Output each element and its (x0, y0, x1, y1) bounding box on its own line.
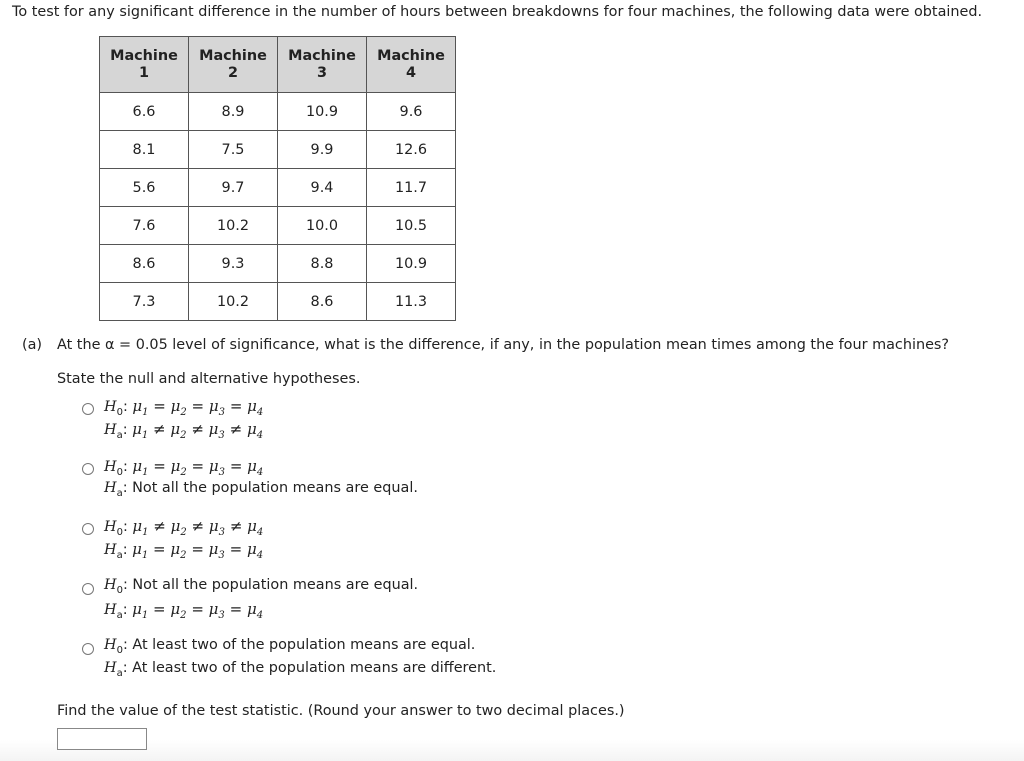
mu-subscript: 3 (218, 550, 225, 561)
table-cell: 9.3 (189, 245, 278, 283)
mu-symbol: μ (132, 517, 143, 535)
hypothesis-subscript: 0 (116, 585, 123, 596)
hypothesis-h: H (104, 519, 117, 535)
alt-hypothesis-line (104, 540, 264, 561)
mu-symbol: μ (170, 457, 181, 475)
mu-subscript: 3 (218, 407, 226, 418)
hypothesis-text: Not all the population means are equal. (132, 577, 419, 593)
hypothesis-colon: : (122, 422, 128, 438)
mu-symbol: μ (246, 420, 257, 438)
mu-symbol: μ (208, 517, 219, 535)
header-number: 4 (405, 64, 416, 81)
table-cell: 10.9 (278, 93, 367, 131)
table-header (367, 37, 456, 93)
hypothesis-h: H (104, 399, 117, 415)
math-operator: ≠ (229, 420, 243, 438)
hypothesis-symbol (104, 542, 128, 561)
table-cell: 8.6 (278, 283, 367, 321)
alt-hypothesis-line (104, 660, 497, 679)
table-cell: 8.1 (100, 131, 189, 169)
hypothesis-symbol (104, 519, 128, 538)
table-cell: 10.9 (367, 245, 456, 283)
hypothesis-equation (132, 517, 264, 538)
hypothesis-equation (132, 397, 264, 418)
mu-subscript: 3 (218, 610, 225, 621)
table-header (278, 37, 367, 93)
question-instruction: State the null and alternative hypotheses. (57, 371, 361, 387)
null-hypothesis-line (104, 397, 264, 418)
mu-symbol: μ (170, 397, 181, 415)
bottom-gradient (0, 740, 1024, 761)
null-hypothesis-line (104, 577, 419, 596)
mu-symbol: μ (132, 420, 142, 438)
mu-symbol: μ (170, 420, 181, 438)
table-cell: 10.2 (189, 207, 278, 245)
table-body (100, 93, 456, 321)
mu-symbol: μ (208, 420, 219, 438)
hypothesis-symbol (104, 637, 128, 656)
hypothesis-subscript: a (116, 488, 123, 499)
hypothesis-subscript: a (116, 430, 123, 441)
table-header (100, 37, 189, 93)
mu-subscript: 1 (142, 467, 149, 478)
mu-symbol: μ (247, 457, 257, 475)
table-cell: 8.9 (189, 93, 278, 131)
math-operator: ≠ (153, 517, 166, 535)
hypothesis-equation (132, 600, 264, 621)
alt-hypothesis-line (104, 480, 418, 499)
mu-subscript: 4 (256, 467, 264, 478)
null-hypothesis-line (104, 457, 264, 478)
table-cell: 9.6 (367, 93, 456, 131)
table-cell: 11.7 (367, 169, 456, 207)
header-label: Machine (199, 47, 267, 64)
option-radio-5[interactable] (82, 643, 94, 655)
mu-symbol: μ (246, 540, 257, 558)
hypothesis-symbol (104, 480, 128, 499)
math-operator: = (229, 457, 243, 475)
hypothesis-h: H (104, 459, 117, 475)
math-operator: = (153, 600, 166, 618)
hypothesis-symbol (104, 660, 128, 679)
math-operator: ≠ (229, 517, 243, 535)
table-cell: 7.5 (189, 131, 278, 169)
hypothesis-colon: : (122, 542, 128, 558)
table-cell: 9.4 (278, 169, 367, 207)
mu-subscript: 4 (256, 407, 264, 418)
header-number: 3 (316, 64, 327, 81)
find-statistic-prompt: Find the value of the test statistic. (Round your answer to two decimal places.) (57, 703, 625, 719)
mu-subscript: 4 (256, 550, 264, 561)
mu-symbol: μ (247, 397, 257, 415)
mu-symbol: μ (170, 517, 181, 535)
mu-symbol: μ (246, 600, 257, 618)
hypothesis-h: H (104, 660, 117, 676)
hypothesis-h: H (104, 637, 117, 653)
hypothesis-subscript: a (116, 550, 123, 561)
math-operator: = (153, 457, 166, 475)
hypothesis-h: H (104, 602, 117, 618)
hypothesis-symbol (104, 399, 128, 418)
hypothesis-colon: : (122, 519, 128, 535)
hypothesis-text: Not all the population means are equal. (132, 480, 418, 496)
math-operator: = (229, 600, 243, 618)
hypothesis-colon: : (122, 602, 128, 618)
hypothesis-symbol (104, 459, 128, 478)
mu-subscript: 3 (218, 467, 226, 478)
mu-symbol: μ (132, 540, 142, 558)
hypothesis-colon: : (122, 577, 128, 593)
hypothesis-h: H (104, 577, 117, 593)
hypothesis-subscript: 0 (116, 645, 123, 656)
hypothesis-h: H (104, 542, 117, 558)
hypothesis-colon: : (122, 399, 128, 415)
mu-subscript: 4 (256, 527, 264, 538)
mu-symbol: μ (132, 397, 143, 415)
table-cell: 10.2 (189, 283, 278, 321)
question-text: At the α = 0.05 level of significance, what is the difference, if any, in the population mean times among the four machines? (57, 337, 950, 353)
math-operator: ≠ (191, 517, 205, 535)
question-label: (a) (22, 337, 43, 353)
hypothesis-h: H (104, 480, 117, 496)
table-row (100, 131, 456, 169)
hypothesis-subscript: 0 (116, 467, 123, 478)
math-operator: ≠ (191, 420, 204, 438)
table-cell: 8.6 (100, 245, 189, 283)
hypothesis-colon: : (122, 480, 128, 496)
alt-hypothesis-line (104, 420, 264, 441)
mu-symbol: μ (208, 397, 219, 415)
table-row (100, 283, 456, 321)
mu-symbol: μ (132, 600, 142, 618)
mu-subscript: 1 (141, 430, 149, 441)
math-operator: = (191, 457, 205, 475)
table-row (100, 169, 456, 207)
table-cell: 12.6 (367, 131, 456, 169)
math-operator: ≠ (153, 420, 166, 438)
header-number: 2 (227, 64, 238, 81)
hypothesis-colon: : (122, 459, 128, 475)
hypothesis-text: At least two of the population means are equal. (132, 637, 476, 653)
hypothesis-equation (132, 457, 264, 478)
table-row (100, 245, 456, 283)
hypothesis-subscript: 0 (116, 527, 123, 538)
header-label: Machine (377, 47, 445, 64)
mu-subscript: 4 (256, 430, 264, 441)
mu-subscript: 1 (142, 407, 149, 418)
mu-subscript: 1 (141, 550, 149, 561)
mu-subscript: 2 (180, 407, 187, 418)
table-cell: 10.5 (367, 207, 456, 245)
mu-symbol: μ (170, 600, 181, 618)
option-radio-1[interactable] (82, 403, 94, 415)
math-operator: = (191, 600, 204, 618)
hypothesis-symbol (104, 602, 128, 621)
mu-symbol: μ (208, 457, 219, 475)
mu-subscript: 2 (180, 467, 187, 478)
table-row (100, 207, 456, 245)
math-operator: = (229, 540, 243, 558)
option-radio-3[interactable] (82, 523, 94, 535)
table-cell: 11.3 (367, 283, 456, 321)
table-header-row (100, 37, 456, 93)
table-header (189, 37, 278, 93)
table-row (100, 93, 456, 131)
table-cell: 9.9 (278, 131, 367, 169)
hypothesis-subscript: 0 (116, 407, 123, 418)
hypothesis-text: At least two of the population means are different. (132, 660, 497, 676)
math-operator: = (153, 540, 166, 558)
hypothesis-h: H (104, 422, 117, 438)
table-cell: 5.6 (100, 169, 189, 207)
math-operator: = (191, 397, 205, 415)
header-label: Machine (288, 47, 356, 64)
mu-subscript: 4 (256, 610, 264, 621)
mu-subscript: 2 (180, 430, 187, 441)
hypothesis-subscript: a (116, 610, 123, 621)
table-cell: 7.3 (100, 283, 189, 321)
hypothesis-equation (132, 420, 264, 441)
hypothesis-colon: : (122, 637, 128, 653)
test-statistic-input[interactable] (57, 728, 147, 750)
problem-intro: To test for any significant difference in the number of hours between breakdowns for four machines, the following data were obtained. (12, 4, 983, 20)
null-hypothesis-line (104, 517, 264, 538)
header-label: Machine (110, 47, 178, 64)
mu-subscript: 3 (218, 527, 226, 538)
math-operator: = (153, 397, 166, 415)
data-table (99, 36, 456, 321)
option-radio-4[interactable] (82, 583, 94, 595)
mu-symbol: μ (170, 540, 181, 558)
null-hypothesis-line (104, 637, 476, 656)
hypothesis-equation (132, 540, 264, 561)
mu-subscript: 3 (218, 430, 225, 441)
math-operator: = (191, 540, 204, 558)
hypothesis-subscript: a (116, 668, 123, 679)
mu-symbol: μ (247, 517, 257, 535)
mu-subscript: 1 (142, 527, 149, 538)
math-operator: = (229, 397, 243, 415)
table-cell: 9.7 (189, 169, 278, 207)
mu-subscript: 2 (180, 550, 187, 561)
table-cell: 6.6 (100, 93, 189, 131)
mu-symbol: μ (208, 600, 219, 618)
table-cell: 10.0 (278, 207, 367, 245)
mu-subscript: 2 (180, 610, 187, 621)
table-cell: 7.6 (100, 207, 189, 245)
option-radio-2[interactable] (82, 463, 94, 475)
mu-symbol: μ (132, 457, 143, 475)
header-number: 1 (138, 64, 149, 81)
mu-subscript: 2 (180, 527, 187, 538)
mu-subscript: 1 (141, 610, 149, 621)
hypothesis-symbol (104, 422, 128, 441)
alt-hypothesis-line (104, 600, 264, 621)
hypothesis-colon: : (122, 660, 128, 676)
table-cell: 8.8 (278, 245, 367, 283)
hypothesis-symbol (104, 577, 128, 596)
mu-symbol: μ (208, 540, 219, 558)
